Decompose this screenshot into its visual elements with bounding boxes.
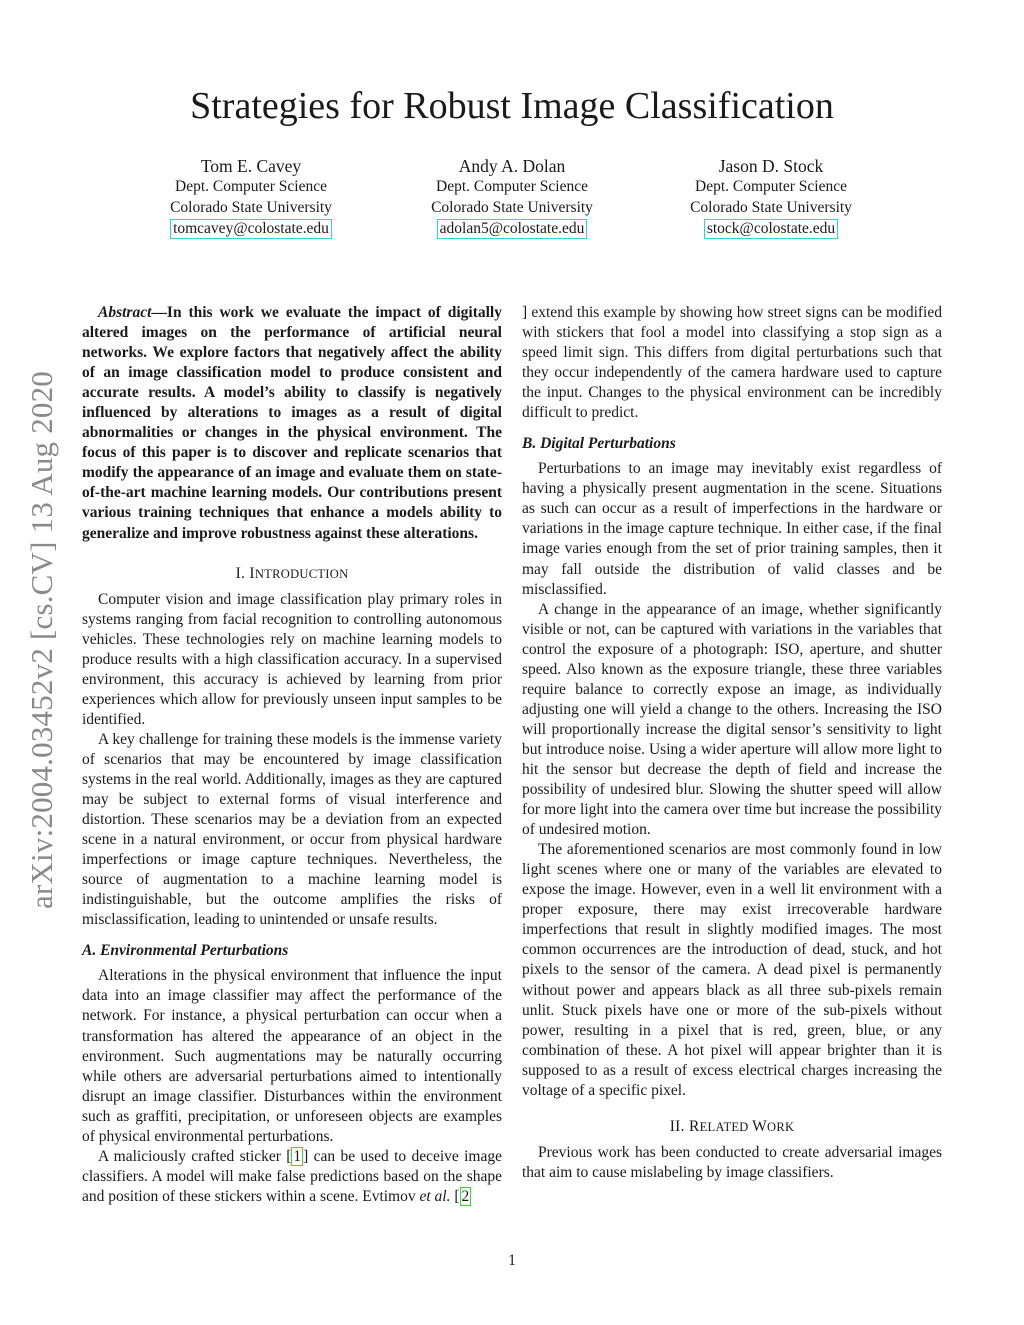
abstract-text: —In this work we evaluate the impact of digitally altered images on the performance of artificial neural networks. We explore factors that negatively affect the ability of an image classification model to produce consistent and accurate results. A model’s ability to classify is negatively influenced by alterations to images as a result of digital abnormalities or changes in the physical environment. The focus of this paper is to discover and replicate scenarios that modify the appearance of an image and evaluate them on state-of-the-art machine learning models. Our contributions present various training techniques that enhance a models ability to generalize and improve robustness against these alterations. [82, 304, 502, 542]
right-column [522, 303, 942, 1183]
digital-paragraph-2: A change in the appearance of an image, whether significantly visible or not, can be captured with variations in the variables that control the exposure of a photograph: ISO, aperture, and shutter speed. Also known as the exposure triangle, these three variables require balance to correctly expose an image, as individually adjusting one will yield a change to the others. Increasing the ISO will proportionally increase the digital sensor’s sensitivity to light but introduce noise. Using a wider aperture will allow more light to hit the sensor but decrease the depth of field and increase the possibility of undesired blur. Slowing the shutter speed will allow for more light into the camera over time but increase the possibility of undesired motion. [522, 600, 942, 839]
author-email-link[interactable]: stock@colostate.edu [704, 219, 838, 239]
author-block-1 [131, 155, 371, 239]
author-email-link[interactable]: adolan5@colostate.edu [437, 219, 588, 239]
author-block-3 [651, 155, 891, 239]
left-column [82, 303, 502, 1207]
environmental-paragraph-1: Alterations in the physical environment that influence the input data into an image classifier may affect the performance of the network. For instance, a physical perturbation can occur when a transformation has altered the appearance of an object in the environment. Such augmentations may be naturally occurring while others are adversarial perturbations aimed to intentionally disrupt an image classifier. Disturbances within the environment such as graffiti, precipitation, or unforeseen objects are examples of physical environmental perturbations. [82, 967, 502, 1145]
author-dept: Dept. Computer Science [175, 178, 327, 195]
author-name: Tom E. Cavey [200, 156, 302, 176]
author-affiliation: Colorado State University [170, 198, 332, 216]
arxiv-stamp-text: arXiv:2004.03452v2 [cs.CV] 13 Aug 2020 [24, 370, 59, 910]
author-block-2 [392, 155, 632, 239]
author-dept: Dept. Computer Science [695, 178, 847, 195]
page-number: 1 [508, 1252, 516, 1269]
intro-paragraph-2: A key challenge for training these models is the immense variety of scenarios that may be encountered by image classification systems in the real world. Additionally, images as they are captured may be subject to external forms of visual interference and distortion. These scenarios may be a deviation from an expected scene in a natural environment, or occur from physical hardware imperfections or image capture techniques. Nevertheless, the source of augmentation to a machine learning model is indistinguishable, but the outcome amplifies the risks of misclassification, leading to unintended or unsafe results. [82, 730, 502, 929]
environmental-paragraph-2: A maliciously crafted sticker [ 1 ] can be used to deceive image classifiers. A model will make false predictions based on the shape and position of these stickers within a scene. Evtimov et al. [ 2 [82, 1147, 502, 1205]
author-affiliation: Colorado State University [431, 198, 593, 216]
subsection-heading-environmental: A. Environmental Perturbations [82, 942, 289, 960]
section-heading-introduction: I. INTRODUCTION [235, 564, 349, 582]
abstract [82, 303, 502, 544]
related-work-paragraph-1: Previous work has been conducted to create adversarial images that aim to cause mislabeling by image classifiers. [522, 1143, 942, 1181]
intro-paragraph-1: Computer vision and image classification play primary roles in systems ranging from facial recognition to controlling autonomous vehicles. These technologies rely on machine learning models to produce results with a high classification accuracy. In a supervised environment, this accuracy is achieved by learning from prior experiences which allow for previously unseen input samples to be identified. [82, 590, 502, 728]
author-name: Jason D. Stock [718, 156, 824, 176]
abstract-label: Abstract [98, 304, 152, 321]
subsection-heading-digital: B. Digital Perturbations [522, 435, 676, 453]
citation-link[interactable]: 1 [293, 1147, 302, 1165]
citation-link[interactable]: 2 [461, 1187, 470, 1205]
section-heading-related-work: II. RELATED WORK [669, 1117, 795, 1135]
author-name: Andy A. Dolan [458, 156, 566, 176]
digital-paragraph-1: Perturbations to an image may inevitably exist regardless of having a physically present augmentation in the scene. Situations as such can occur as a result of imperfections in the hardware or variations in the image capture technique. In either case, if the final image varies enough from the set of prior training samples, then it may fall outside the distribution of valid classes and be misclassified. [522, 460, 942, 598]
author-email-link[interactable]: tomcavey@colostate.edu [170, 219, 332, 239]
paper-title: Strategies for Robust Image Classification [190, 85, 834, 127]
digital-paragraph-3: The aforementioned scenarios are most commonly found in low light scenes where one or many of the variables are elevated to expose the image. However, even in a well lit environment with a proper exposure, there may exist irrecoverable hardware imperfections that result in slightly modified images. The most common occurrences are the introduction of dead, stuck, and hot pixels to the sensor of the camera. A dead pixel is permanently without power and appears black as all three sub-pixels remain unlit. Stuck pixels have one or more of the sub-pixels without power, resulting in a pixel that is red, green, blue, or any combination of these. A hot pixel will appear brighter than it is supposed to as a result of excess electrical charges increasing the voltage of a specific pixel. [522, 841, 942, 1099]
author-affiliation: Colorado State University [690, 198, 852, 216]
author-dept: Dept. Computer Science [436, 178, 588, 195]
environmental-paragraph-2-continued: ] extend this example by showing how street signs can be modified with stickers that fool a model into classifying a stop sign as a speed limit sign. This differs from digital perturbations such that they occur independently of the camera hardware used to capture the input. Changes to the physical environment can be incredibly difficult to predict. [522, 304, 942, 422]
